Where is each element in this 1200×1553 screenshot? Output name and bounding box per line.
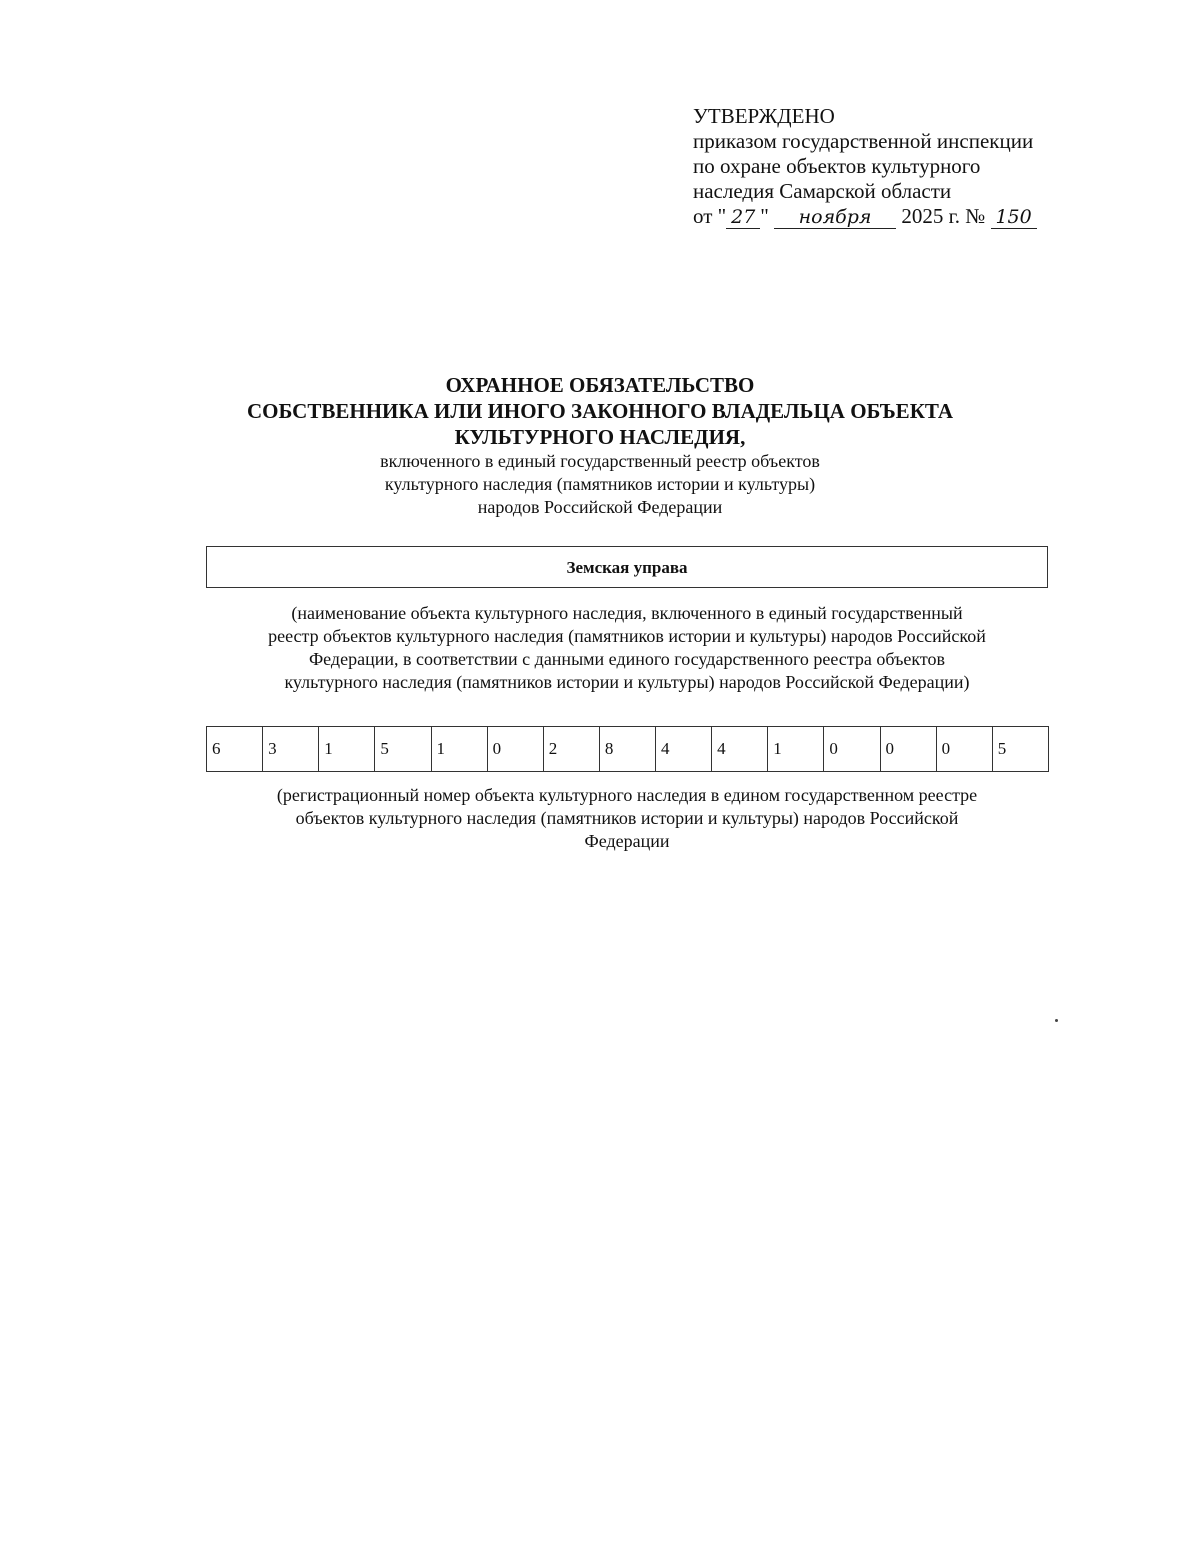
name-caption-line-4: культурного наследия (памятников истории и культуры) народов Российской Федерации) xyxy=(284,672,970,692)
handwritten-day: 27 xyxy=(726,206,760,229)
registration-number-row xyxy=(207,727,1049,772)
reg-digit-cell: 4 xyxy=(712,727,768,772)
heading-line-1: ОХРАННОЕ ОБЯЗАТЕЛЬСТВО xyxy=(445,373,755,397)
registration-number-caption xyxy=(200,784,1054,853)
reg-digit-cell: 6 xyxy=(207,727,263,772)
approval-date-line xyxy=(693,204,1093,229)
handwritten-month: ноября xyxy=(774,206,896,229)
handwritten-order-number: 150 xyxy=(991,206,1037,229)
reg-digit-cell: 1 xyxy=(768,727,824,772)
date-quote-close: " xyxy=(760,204,769,228)
reg-digit-cell: 8 xyxy=(599,727,655,772)
name-caption-line-3: Федерации, в соответствии с данными единого государственного реестра объектов xyxy=(308,649,946,669)
heading-line-2: СОБСТВЕННИКА ИЛИ ИНОГО ЗАКОННОГО ВЛАДЕЛЬЦА ОБЪЕКТА xyxy=(246,399,954,423)
approval-block xyxy=(693,104,1093,229)
heading-sub-3: народов Российской Федерации xyxy=(477,497,723,517)
object-name-box: Земская управа xyxy=(206,546,1048,588)
reg-digit-cell: 5 xyxy=(992,727,1048,772)
reg-caption-line-3: Федерации xyxy=(584,831,670,851)
approval-line-2: по охране объектов культурного xyxy=(693,154,981,178)
scan-speck xyxy=(1055,1019,1058,1022)
reg-digit-cell: 0 xyxy=(824,727,880,772)
heading-sub-2: культурного наследия (памятников истории и культуры) xyxy=(384,474,816,494)
reg-digit-cell: 0 xyxy=(487,727,543,772)
registration-number-table xyxy=(206,726,1049,772)
reg-digit-cell: 1 xyxy=(431,727,487,772)
name-caption-line-2: реестр объектов культурного наследия (памятников истории и культуры) народов Российской xyxy=(268,626,986,646)
year-text: 2025 г. № xyxy=(901,204,986,228)
approval-title: УТВЕРЖДЕНО xyxy=(693,104,835,128)
name-caption-line-1: (наименование объекта культурного наследия, включенного в единый государственный xyxy=(291,603,963,623)
reg-digit-cell: 4 xyxy=(656,727,712,772)
object-name-caption xyxy=(200,602,1054,694)
document-heading xyxy=(0,372,1200,519)
reg-digit-cell: 3 xyxy=(263,727,319,772)
heading-sub-1: включенного в единый государственный реестр объектов xyxy=(380,451,820,471)
reg-digit-cell: 0 xyxy=(880,727,936,772)
reg-digit-cell: 0 xyxy=(936,727,992,772)
reg-caption-line-2: объектов культурного наследия (памятников истории и культуры) народов Российской xyxy=(295,808,959,828)
reg-digit-cell: 5 xyxy=(375,727,431,772)
heading-line-3: КУЛЬТУРНОГО НАСЛЕДИЯ, xyxy=(454,425,746,449)
date-prefix: от " xyxy=(693,204,727,228)
reg-digit-cell: 1 xyxy=(319,727,375,772)
reg-caption-line-1: (регистрационный номер объекта культурного наследия в едином государственном реестре xyxy=(276,785,978,805)
approval-line-1: приказом государственной инспекции xyxy=(693,129,1034,153)
approval-line-3: наследия Самарской области xyxy=(693,179,952,203)
reg-digit-cell: 2 xyxy=(543,727,599,772)
